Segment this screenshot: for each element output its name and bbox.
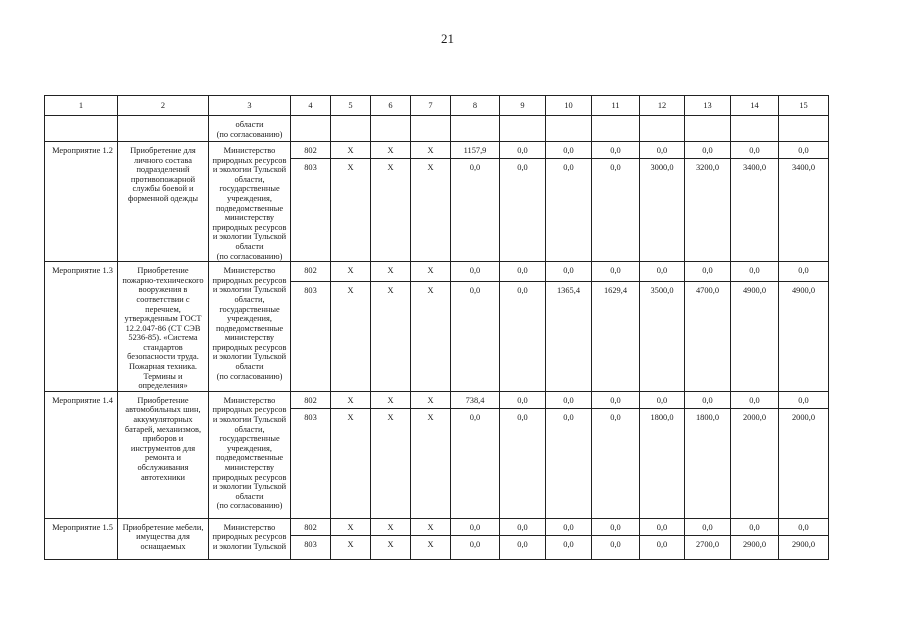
value-cell: 0,0 xyxy=(685,391,731,408)
value-cell: X xyxy=(411,518,451,535)
value-cell: X xyxy=(331,262,371,282)
value-cell: 0,0 xyxy=(685,262,731,282)
value-cell: X xyxy=(411,391,451,408)
value-cell: X xyxy=(411,159,451,262)
value-cell: X xyxy=(331,159,371,262)
value-cell: 3000,0 xyxy=(640,159,685,262)
table-row xyxy=(45,391,829,408)
value-cell: 738,4 xyxy=(451,391,500,408)
budget-table xyxy=(44,95,829,560)
value-cell: 0,0 xyxy=(592,408,640,518)
empty-cell xyxy=(331,116,371,142)
value-cell: 0,0 xyxy=(546,262,592,282)
value-cell: X xyxy=(331,408,371,518)
measure-id: Мероприятие 1.3 xyxy=(45,262,118,392)
column-header-2: 2 xyxy=(118,96,209,116)
measure-name: Приобретение для личного состава подразделений противопожарной службы боевой и форменной одежды xyxy=(118,142,209,262)
measure-id: Мероприятие 1.2 xyxy=(45,142,118,262)
value-cell: 0,0 xyxy=(546,535,592,559)
value-cell: 803 xyxy=(291,159,331,262)
empty-cell xyxy=(45,116,118,142)
column-header-5: 5 xyxy=(331,96,371,116)
value-cell: 0,0 xyxy=(640,518,685,535)
column-header-8: 8 xyxy=(451,96,500,116)
value-cell: 0,0 xyxy=(731,142,779,159)
value-cell: 1365,4 xyxy=(546,281,592,391)
value-cell: 0,0 xyxy=(592,391,640,408)
value-cell: X xyxy=(411,262,451,282)
empty-cell xyxy=(546,116,592,142)
value-cell: 0,0 xyxy=(731,518,779,535)
continuation-row xyxy=(45,116,829,142)
table-row xyxy=(45,262,829,282)
empty-cell xyxy=(451,116,500,142)
value-cell: 0,0 xyxy=(685,518,731,535)
value-cell: 2000,0 xyxy=(779,408,829,518)
value-cell: 0,0 xyxy=(500,535,546,559)
value-cell: 803 xyxy=(291,281,331,391)
value-cell: 1157,9 xyxy=(451,142,500,159)
value-cell: 3200,0 xyxy=(685,159,731,262)
value-cell: 0,0 xyxy=(731,391,779,408)
measure-executor: Министерство природных ресурсов и экологии Тульской области, государственные учреждения, подведомственные министерству природных ресурсов и экологии Тульской области (по согласованию) xyxy=(209,391,291,518)
value-cell: 0,0 xyxy=(451,262,500,282)
measure-executor: Министерство природных ресурсов и экологии Тульской области, государственные учреждения, подведомственные министерству природных ресурсов и экологии Тульской области (по согласованию) xyxy=(209,142,291,262)
value-cell: X xyxy=(371,159,411,262)
value-cell: X xyxy=(411,281,451,391)
value-cell: 0,0 xyxy=(500,281,546,391)
value-cell: 4900,0 xyxy=(731,281,779,391)
value-cell: 2900,0 xyxy=(779,535,829,559)
value-cell: 0,0 xyxy=(451,408,500,518)
column-header-15: 15 xyxy=(779,96,829,116)
measure-id: Мероприятие 1.5 xyxy=(45,518,118,559)
value-cell: 0,0 xyxy=(451,159,500,262)
value-cell: X xyxy=(411,142,451,159)
value-cell: 0,0 xyxy=(500,518,546,535)
value-cell: 4900,0 xyxy=(779,281,829,391)
value-cell: 2700,0 xyxy=(685,535,731,559)
column-header-7: 7 xyxy=(411,96,451,116)
value-cell: 0,0 xyxy=(779,142,829,159)
empty-cell xyxy=(118,116,209,142)
value-cell: X xyxy=(411,408,451,518)
value-cell: X xyxy=(331,391,371,408)
empty-cell xyxy=(592,116,640,142)
empty-cell xyxy=(291,116,331,142)
value-cell: 0,0 xyxy=(500,262,546,282)
column-header-14: 14 xyxy=(731,96,779,116)
value-cell: 0,0 xyxy=(779,262,829,282)
value-cell: 0,0 xyxy=(592,159,640,262)
value-cell: 0,0 xyxy=(779,518,829,535)
value-cell: 0,0 xyxy=(500,391,546,408)
value-cell: X xyxy=(371,391,411,408)
value-cell: 3400,0 xyxy=(779,159,829,262)
value-cell: X xyxy=(371,262,411,282)
value-cell: 0,0 xyxy=(592,535,640,559)
measure-name: Приобретение автомобильных шин, аккумуляторных батарей, механизмов, приборов и инструментов для ремонта и обслуживания автотехники xyxy=(118,391,209,518)
value-cell: X xyxy=(371,535,411,559)
value-cell: X xyxy=(331,142,371,159)
value-cell: 803 xyxy=(291,535,331,559)
value-cell: X xyxy=(371,408,411,518)
value-cell: 0,0 xyxy=(546,408,592,518)
value-cell: 802 xyxy=(291,262,331,282)
column-header-12: 12 xyxy=(640,96,685,116)
value-cell: 0,0 xyxy=(500,142,546,159)
value-cell: 803 xyxy=(291,408,331,518)
value-cell: 2900,0 xyxy=(731,535,779,559)
column-header-10: 10 xyxy=(546,96,592,116)
table-row xyxy=(45,142,829,159)
value-cell: 0,0 xyxy=(592,518,640,535)
value-cell: 0,0 xyxy=(640,391,685,408)
measure-executor: Министерство природных ресурсов и экологии Тульской xyxy=(209,518,291,559)
column-header-9: 9 xyxy=(500,96,546,116)
empty-cell xyxy=(779,116,829,142)
measure-id: Мероприятие 1.4 xyxy=(45,391,118,518)
column-header-6: 6 xyxy=(371,96,411,116)
value-cell: 0,0 xyxy=(500,159,546,262)
empty-cell xyxy=(411,116,451,142)
column-header-11: 11 xyxy=(592,96,640,116)
value-cell: 3500,0 xyxy=(640,281,685,391)
value-cell: 0,0 xyxy=(546,391,592,408)
value-cell: X xyxy=(411,535,451,559)
empty-cell xyxy=(640,116,685,142)
value-cell: 2000,0 xyxy=(731,408,779,518)
executor-continuation: области (по согласованию) xyxy=(209,116,291,142)
empty-cell xyxy=(731,116,779,142)
measure-executor: Министерство природных ресурсов и экологии Тульской области, государственные учреждения, подведомственные министерству природных ресурсов и экологии Тульской области (по согласованию) xyxy=(209,262,291,392)
value-cell: 0,0 xyxy=(546,142,592,159)
value-cell: 4700,0 xyxy=(685,281,731,391)
value-cell: 0,0 xyxy=(685,142,731,159)
value-cell: X xyxy=(331,535,371,559)
value-cell: 802 xyxy=(291,142,331,159)
value-cell: 1800,0 xyxy=(685,408,731,518)
column-header-4: 4 xyxy=(291,96,331,116)
value-cell: 0,0 xyxy=(500,408,546,518)
value-cell: 0,0 xyxy=(640,262,685,282)
page-number: 21 xyxy=(441,31,454,46)
column-header-1: 1 xyxy=(45,96,118,116)
value-cell: X xyxy=(371,142,411,159)
value-cell: X xyxy=(371,518,411,535)
empty-cell xyxy=(500,116,546,142)
value-cell: 0,0 xyxy=(779,391,829,408)
value-cell: X xyxy=(331,281,371,391)
value-cell: 1629,4 xyxy=(592,281,640,391)
value-cell: 0,0 xyxy=(451,281,500,391)
column-header-3: 3 xyxy=(209,96,291,116)
table-row xyxy=(45,518,829,535)
value-cell: 0,0 xyxy=(592,142,640,159)
value-cell: 0,0 xyxy=(546,518,592,535)
value-cell: 0,0 xyxy=(592,262,640,282)
empty-cell xyxy=(685,116,731,142)
value-cell: 0,0 xyxy=(640,142,685,159)
value-cell: 3400,0 xyxy=(731,159,779,262)
value-cell: 0,0 xyxy=(451,535,500,559)
value-cell: 0,0 xyxy=(640,535,685,559)
value-cell: X xyxy=(371,281,411,391)
value-cell: 1800,0 xyxy=(640,408,685,518)
measure-name: Приобретение мебели, имущества для oснащаемых xyxy=(118,518,209,559)
table-header-row xyxy=(45,96,829,116)
value-cell: 0,0 xyxy=(451,518,500,535)
measure-name: Приобретение пожарно-технического вооружения в соответствии с перечнем, утвержденным ГОСТ 12.2.047-86 (СТ СЭВ 5236-85). «Система стандартов безопасности труда. Пожарная техника. Термины и определения» xyxy=(118,262,209,392)
column-header-13: 13 xyxy=(685,96,731,116)
value-cell: X xyxy=(331,518,371,535)
value-cell: 0,0 xyxy=(546,159,592,262)
value-cell: 0,0 xyxy=(731,262,779,282)
value-cell: 802 xyxy=(291,518,331,535)
empty-cell xyxy=(371,116,411,142)
value-cell: 802 xyxy=(291,391,331,408)
